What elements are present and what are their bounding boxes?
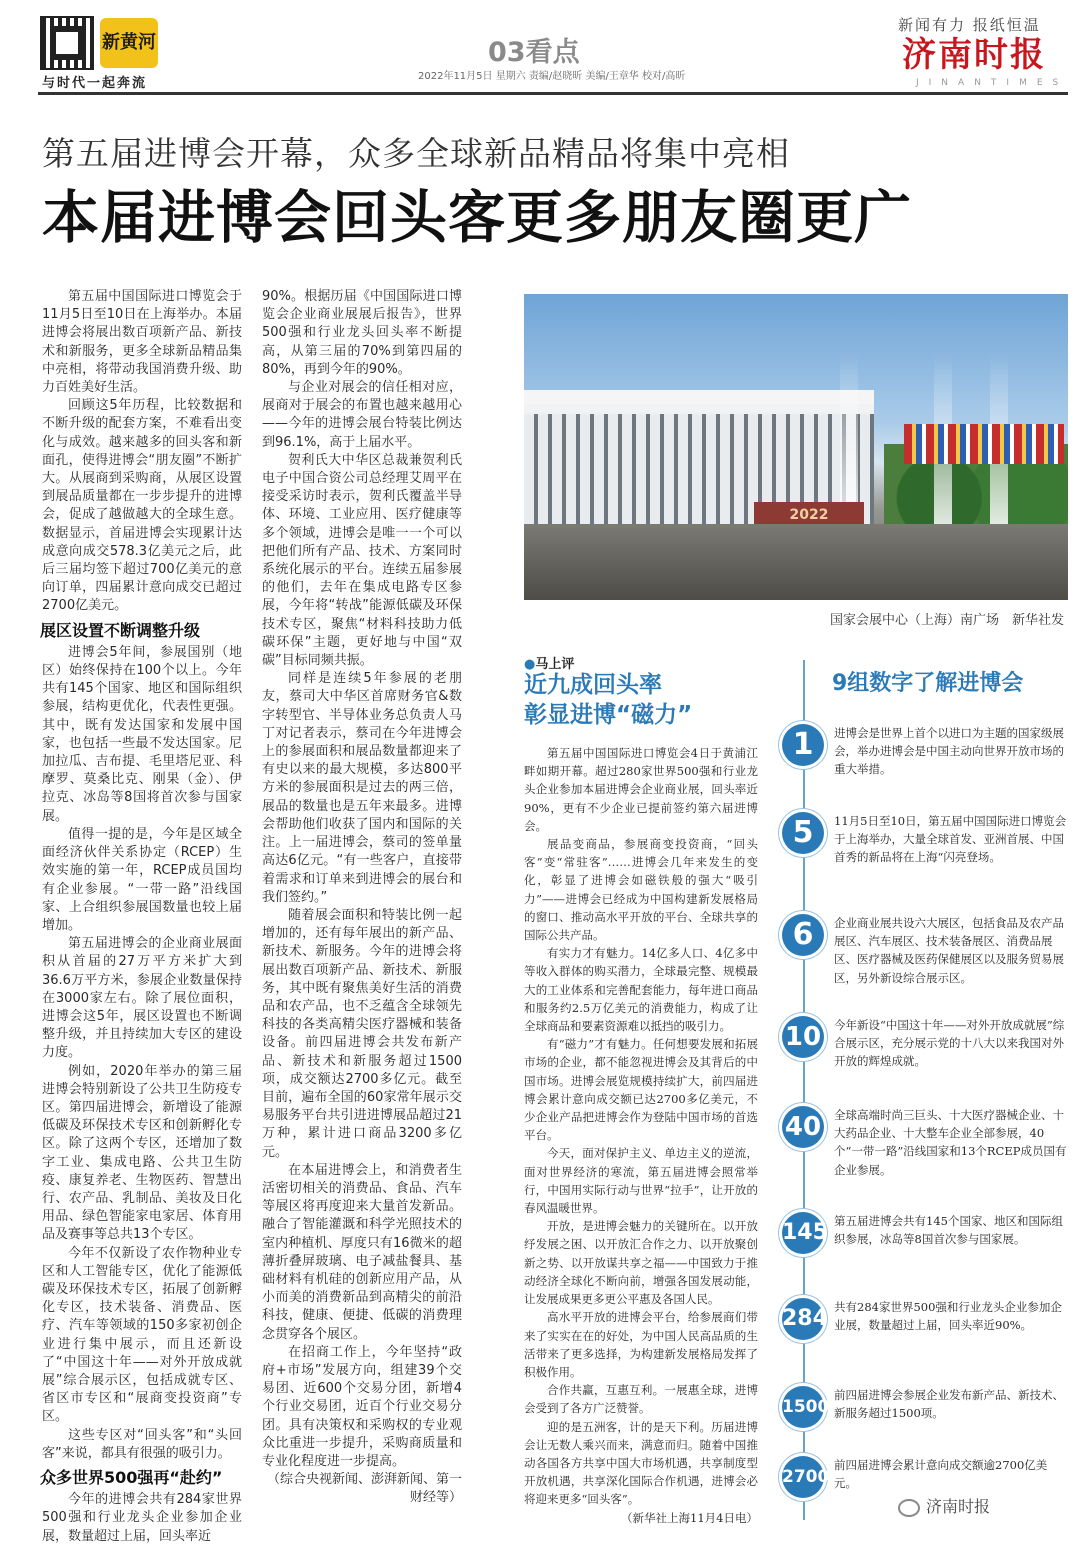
number-badge: 40 — [782, 1106, 824, 1148]
article-column-2 — [262, 288, 462, 1508]
commentary-body — [524, 744, 758, 1527]
wechat-label: 济南时报 — [926, 1497, 991, 1516]
number-description: 全球高端时尚三巨头、十大医疗器械企业、十大药品企业、十大整车企业全部参展，40个“一带一路”沿线国家和13个RCEP成员国有企业参展。 — [834, 1108, 1067, 1177]
number-badge: 1 — [782, 724, 824, 766]
commentary-title-line-2: 彰显进博“磁力” — [524, 702, 693, 728]
photo-credit: 新华社发 — [1012, 613, 1065, 628]
number-badge: 145 — [782, 1212, 824, 1254]
number-badge: 1500 — [782, 1386, 824, 1428]
photo-fountain — [840, 354, 858, 524]
article-paragraph: 例如，2020年举办的第三届进博会特别新设了公共卫生防疫专区。第四届进博会，新增设了能源低碳及环保技术专区和创新孵化专区。除了这两个专区，还增加了数字工业、集成电路、公共卫生防疫、康复养老、生物医药、智慧出行、农产品、乳制品、美妆及日化用品、绿色智能家电家居、体育用品及赛事等总共13个专区。 — [42, 1063, 242, 1243]
commentary-paragraph: 今天，面对保护主义、单边主义的逆流，面对世界经济的寒流，第五届进博会照常举行，中国用实际行动与世界“拉手”，让开放的春风温暖世界。 — [524, 1146, 758, 1216]
commentary-title — [524, 670, 692, 730]
number-description: 前四届进博会参展企业发布新产品、新技术、新服务超过1500项。 — [834, 1388, 1064, 1421]
number-description: 前四届进博会累计意向成交额逾2700亿美元。 — [834, 1458, 1048, 1491]
article-paragraph: 在招商工作上，今年坚持“政府+市场”发展方向，组建39个交易团、近600个交易分团，新增4个行业交易团，近百个行业交易分团。具有决策权和采购权的专业观众比重进一步提升，采购商质量和专业化程度进一步提高。 — [262, 1344, 462, 1469]
article-paragraph: 第五届进博会的企业商业展面积从首届的27万平方米扩大到36.6万平方米，参展企业数量保持在3000家左右。除了展位面积，进博会这5年，展区设置也不断调整升级，并且持续加大专区的建设力度。 — [42, 936, 242, 1061]
article-paragraph: 随着展会面积和特装比例一起增加的，还有每年展出的新产品、新技术、新服务。今年的进博会将展出数百项新产品、新技术、新服务，其中既有聚焦美好生活的消费品和农产品，也不乏蕴含全球领先科技的各类高精尖医疗器械和装备设备。前四届进博会共发布新产品、新技术和新服务超过1500项，成交额达2700多亿元。截至目前，遍布全国的60家常年展示交易服务平台共引进进博展品超过21万种，累计进口商品3200多亿元。 — [262, 907, 462, 1160]
article-paragraph: 与企业对展会的信任相对应，展商对于展会的布置也越来越用心——今年的进博会展台特装比例达到96.1%，高于上届水平。 — [262, 380, 462, 450]
top-rule — [38, 92, 1068, 95]
number-badge: 10 — [782, 1016, 824, 1058]
subheadline: 第五届进博会开幕，众多全球新品精品将集中亮相 — [42, 134, 790, 173]
bullet-dot-icon: ● — [524, 657, 536, 672]
article-paragraph: 贺利氏大中华区总裁兼贺利氏电子中国合资公司总经理艾周平在接受采访时表示，贺利氏覆盖半导体、环境、工业应用、医疗健康等多个领域，进博会是唯一一个可以把他们所有产品、技术、方案同时系统化展示的平台。连续五届参展的他们，去年在集成电路专区参展，今年将“转战”能源低碳及环保技术专区，聚焦“材料科技助力低碳环保”主题，更好地与中国“双碳”目标同频共振。 — [262, 452, 462, 669]
number-badge: 5 — [782, 812, 824, 854]
left-slogan: 与时代一起奔流 — [42, 76, 148, 91]
article-paragraph: 在本届进博会上，和消费者生活密切相关的消费品、食品、汽车等展区将再度迎来大量首发新品。融合了智能灌溉和科学光照技术的室内种植机、厚度只有16微米的超薄折叠屏玻璃、电子减盐餐具、基础材料有机硅的创新应用产品，从小而美的消费新品到高精尖的前沿科技，健康、便捷、低碳的消费理念贯穿各个展区。 — [262, 1162, 462, 1342]
commentary-paragraph: 合作共赢，互惠互利。一展惠全球，进博会受到了各方广泛赞誉。 — [524, 1383, 758, 1416]
number-description: 今年新设“中国这十年——对外开放成就展”综合展示区，充分展示党的十八大以来我国对外开放的辉煌成就。 — [834, 1018, 1065, 1069]
commentary-credit: （新华社上海11月4日电） — [621, 1510, 758, 1525]
number-description: 企业商业展共设六大展区，包括食品及农产品展区、汽车展区、技术装备展区、消费品展区、医疗器械及医药保健展区以及服务贸易展区，另外新设综合展示区。 — [834, 916, 1064, 985]
wechat-watermark — [898, 1494, 990, 1517]
photo-flags — [904, 424, 1064, 464]
number-badge: 2700 — [782, 1456, 824, 1498]
commentary-tag-label: 马上评 — [535, 657, 575, 672]
article-paragraph: 值得一提的是，今年是区域全面经济伙伴关系协定（RCEP）生效实施的第一年，RCEP成员国均有企业参展。“一带一路”沿线国家、上合组织参展国数量也较上届增加。 — [42, 826, 242, 933]
xinhuang-logo: 新黄河 — [100, 18, 158, 68]
main-headline: 本届进博会回头客更多朋友圈更广 — [42, 185, 912, 251]
number-description: 进博会是世界上首个以进口为主题的国家级展会，举办进博会是中国主动向世界开放市场的重大举措。 — [834, 726, 1064, 777]
article-paragraph: 今年的进博会共有284家世界500强和行业龙头企业参加企业展，数量超过上届，回头率近 — [42, 1492, 242, 1544]
qr-code — [40, 16, 94, 70]
commentary-paragraph: 开放，是进博会魅力的关键所在。以开放纾发展之困、以开放汇合作之力、以开放聚创新之势、以开放谋共享之福——中国致力于推动经济全球化不断向前，增强各国发展动能，让发展成果更多更公平惠及各国人民。 — [524, 1219, 758, 1307]
article-column-1 — [42, 288, 242, 1546]
expo-photo — [524, 294, 1068, 600]
paper-logo: 济南时报 — [902, 35, 1046, 75]
commentary-paragraph: 高水平开放的进博会平台，给参展商们带来了实实在在的好处，为中国人民高品质的生活带来了更多选择，为构建新发展格局发挥了积极作用。 — [524, 1310, 758, 1379]
section-heading: 展区设置不断调整升级 — [40, 620, 201, 640]
article-paragraph: （综合央视新闻、澎湃新闻、第一财经等） — [266, 1472, 462, 1506]
photo-plaza — [524, 524, 1068, 600]
numbers-title: 9组数字了解进博会 — [832, 671, 1024, 696]
section-heading: 众多世界500强再“赴约” — [40, 1468, 223, 1487]
article-paragraph: 今年不仅新设了农作物种业专区和人工智能专区，优化了能源低碳及环保技术专区，拓展了创新孵化专区，技术装备、消费品、医疗、汽车等领域的150多家初创企业进行集中展示，而且还新设了“中国这十年——对外开放成就展”综合展示区，包括成就专区、省区市专区和“展商变投资商”专区。 — [42, 1245, 242, 1425]
number-description: 第五届进博会共有145个国家、地区和国际组织参展，冰岛等8国首次参与国家展。 — [834, 1214, 1063, 1247]
right-slogan: 新闻有力 报纸恒温 — [898, 16, 1041, 34]
article-paragraph: 进博会5年间，参展国别（地区）始终保持在100个以上。今年共有145个国家、地区和国际组织参展，结构更优化，代表性更强。其中，既有发达国家和发展中国家，也包括一些最不发达国家。尼加拉瓜、吉布提、毛里塔尼亚、科摩罗、莫桑比克、刚果（金）、伊拉克、冰岛等8国将首次参与国家展。 — [42, 644, 242, 824]
number-badge: 6 — [782, 914, 824, 956]
article-paragraph: 90%。根据历届《中国国际进口博览会企业商业展展后报告》，世界500强和行业龙头回头率不断提高，从第三届的70%到第四届的80%，再到今年的90%。 — [262, 289, 462, 377]
article-paragraph: 回顾这5年历程，比较数据和不断升级的配套方案，不难看出变化与成效。越来越多的回头客和新面孔，使得进博会“朋友圈”不断扩大。从展商到采购商，从展区设置到展品质量都在一步步提升的进博会，促成了越做越大的全球生意。数据显示，首届进博会实现累计达成意向成交578.3亿美元之后，此后三届均签下超过700亿美元的意向订单，四届累计意向成交已超过2700亿美元。 — [42, 398, 242, 614]
number-description: 11月5日至10日，第五届中国国际进口博览会于上海举办，大量全球首发、亚洲首展、中国首秀的新品将在上海“闪亮登场。 — [834, 814, 1067, 865]
page-meta: 2022年11月5日 星期六 责编/赵晓昕 美编/王章华 校对/高昕 — [418, 71, 686, 82]
wechat-icon — [898, 1499, 920, 1517]
page-number: 03看点 — [488, 37, 580, 68]
number-description: 共有284家世界500强和行业龙头企业参加企业展，数量超过上届，回头率近90%。 — [834, 1300, 1062, 1333]
commentary-paragraph: 第五届中国国际进口博览会4日于黄浦江畔如期开幕。超过280家世界500强和行业龙头企业参加本届进博会企业商业展，回头率近90%，更有不少企业已提前签约第六届进博会。 — [524, 746, 758, 833]
article-paragraph: 同样是连续5年参展的老朋友，蔡司大中华区首席财务官&数字转型官、半导体业务总负责人马丁对记者表示，蔡司在今年进博会上的参展面积和展品数量都迎来了有史以来的最大规模，多达800平方米的参展面积是过去的两三倍，展品的数量也是五年来最多。进博会帮助他们收获了国内和国际的关注。上一届进博会，蔡司的签单量高达6亿元。“有一些客户，直接带着需求和订单来到进博会的展台和我们签约。” — [262, 671, 462, 905]
commentary-paragraph: 有“磁力”才有魅力。任何想要发展和拓展市场的企业，都不能忽视进博会及其背后的中国市场。进博会展览规模持续扩大，前四届进博会累计意向成交额已达2700多亿美元，不少企业产品把进博会作为登陆中国市场的首选平台。 — [524, 1037, 758, 1143]
number-badge: 284 — [782, 1298, 824, 1340]
photo-caption: 国家会展中心（上海）南广场 — [830, 613, 1000, 628]
commentary-paragraph: 有实力才有魅力。14亿多人口、4亿多中等收入群体的购买潜力，全球最完整、规模最大的工业体系和完善配套能力，每年进口商品和服务约2.5万亿美元的消费能力，构成了让全球商品和要素资源难以抵挡的吸引力。 — [524, 946, 758, 1034]
photo-banner: 2022 — [754, 502, 864, 528]
article-paragraph: 第五届中国国际进口博览会于11月5日至10日在上海举办。本届进博会将展出数百项新产品、新技术和新服务，更多全球新品精品集中亮相，将带动我国消费升级、助力百姓美好生活。 — [42, 289, 242, 396]
commentary-title-line-1: 近九成回头率 — [524, 672, 662, 698]
commentary-paragraph: 迎的是五洲客，计的是天下利。历届进博会让无数人乘兴而来，满意而归。随着中国推动各国各方共享中国大市场机遇，共享制度型开放机遇，共享深化国际合作机遇，进博会必将迎来更多“回头客”。 — [524, 1419, 758, 1507]
commentary-paragraph: 展品变商品，参展商变投资商，“回头客”变“常驻客”……进博会几年来发生的变化，彰显了进博会如磁铁般的强大“吸引力”——进博会已经成为中国构建新发展格局的窗口、推动高水平开放的平台、全球共享的国际公共产品。 — [524, 837, 758, 943]
paper-logo-en: JINANTIMES — [916, 78, 1069, 88]
article-paragraph: 这些专区对“回头客”和“头回客”来说，都具有很强的吸引力。 — [42, 1427, 242, 1461]
